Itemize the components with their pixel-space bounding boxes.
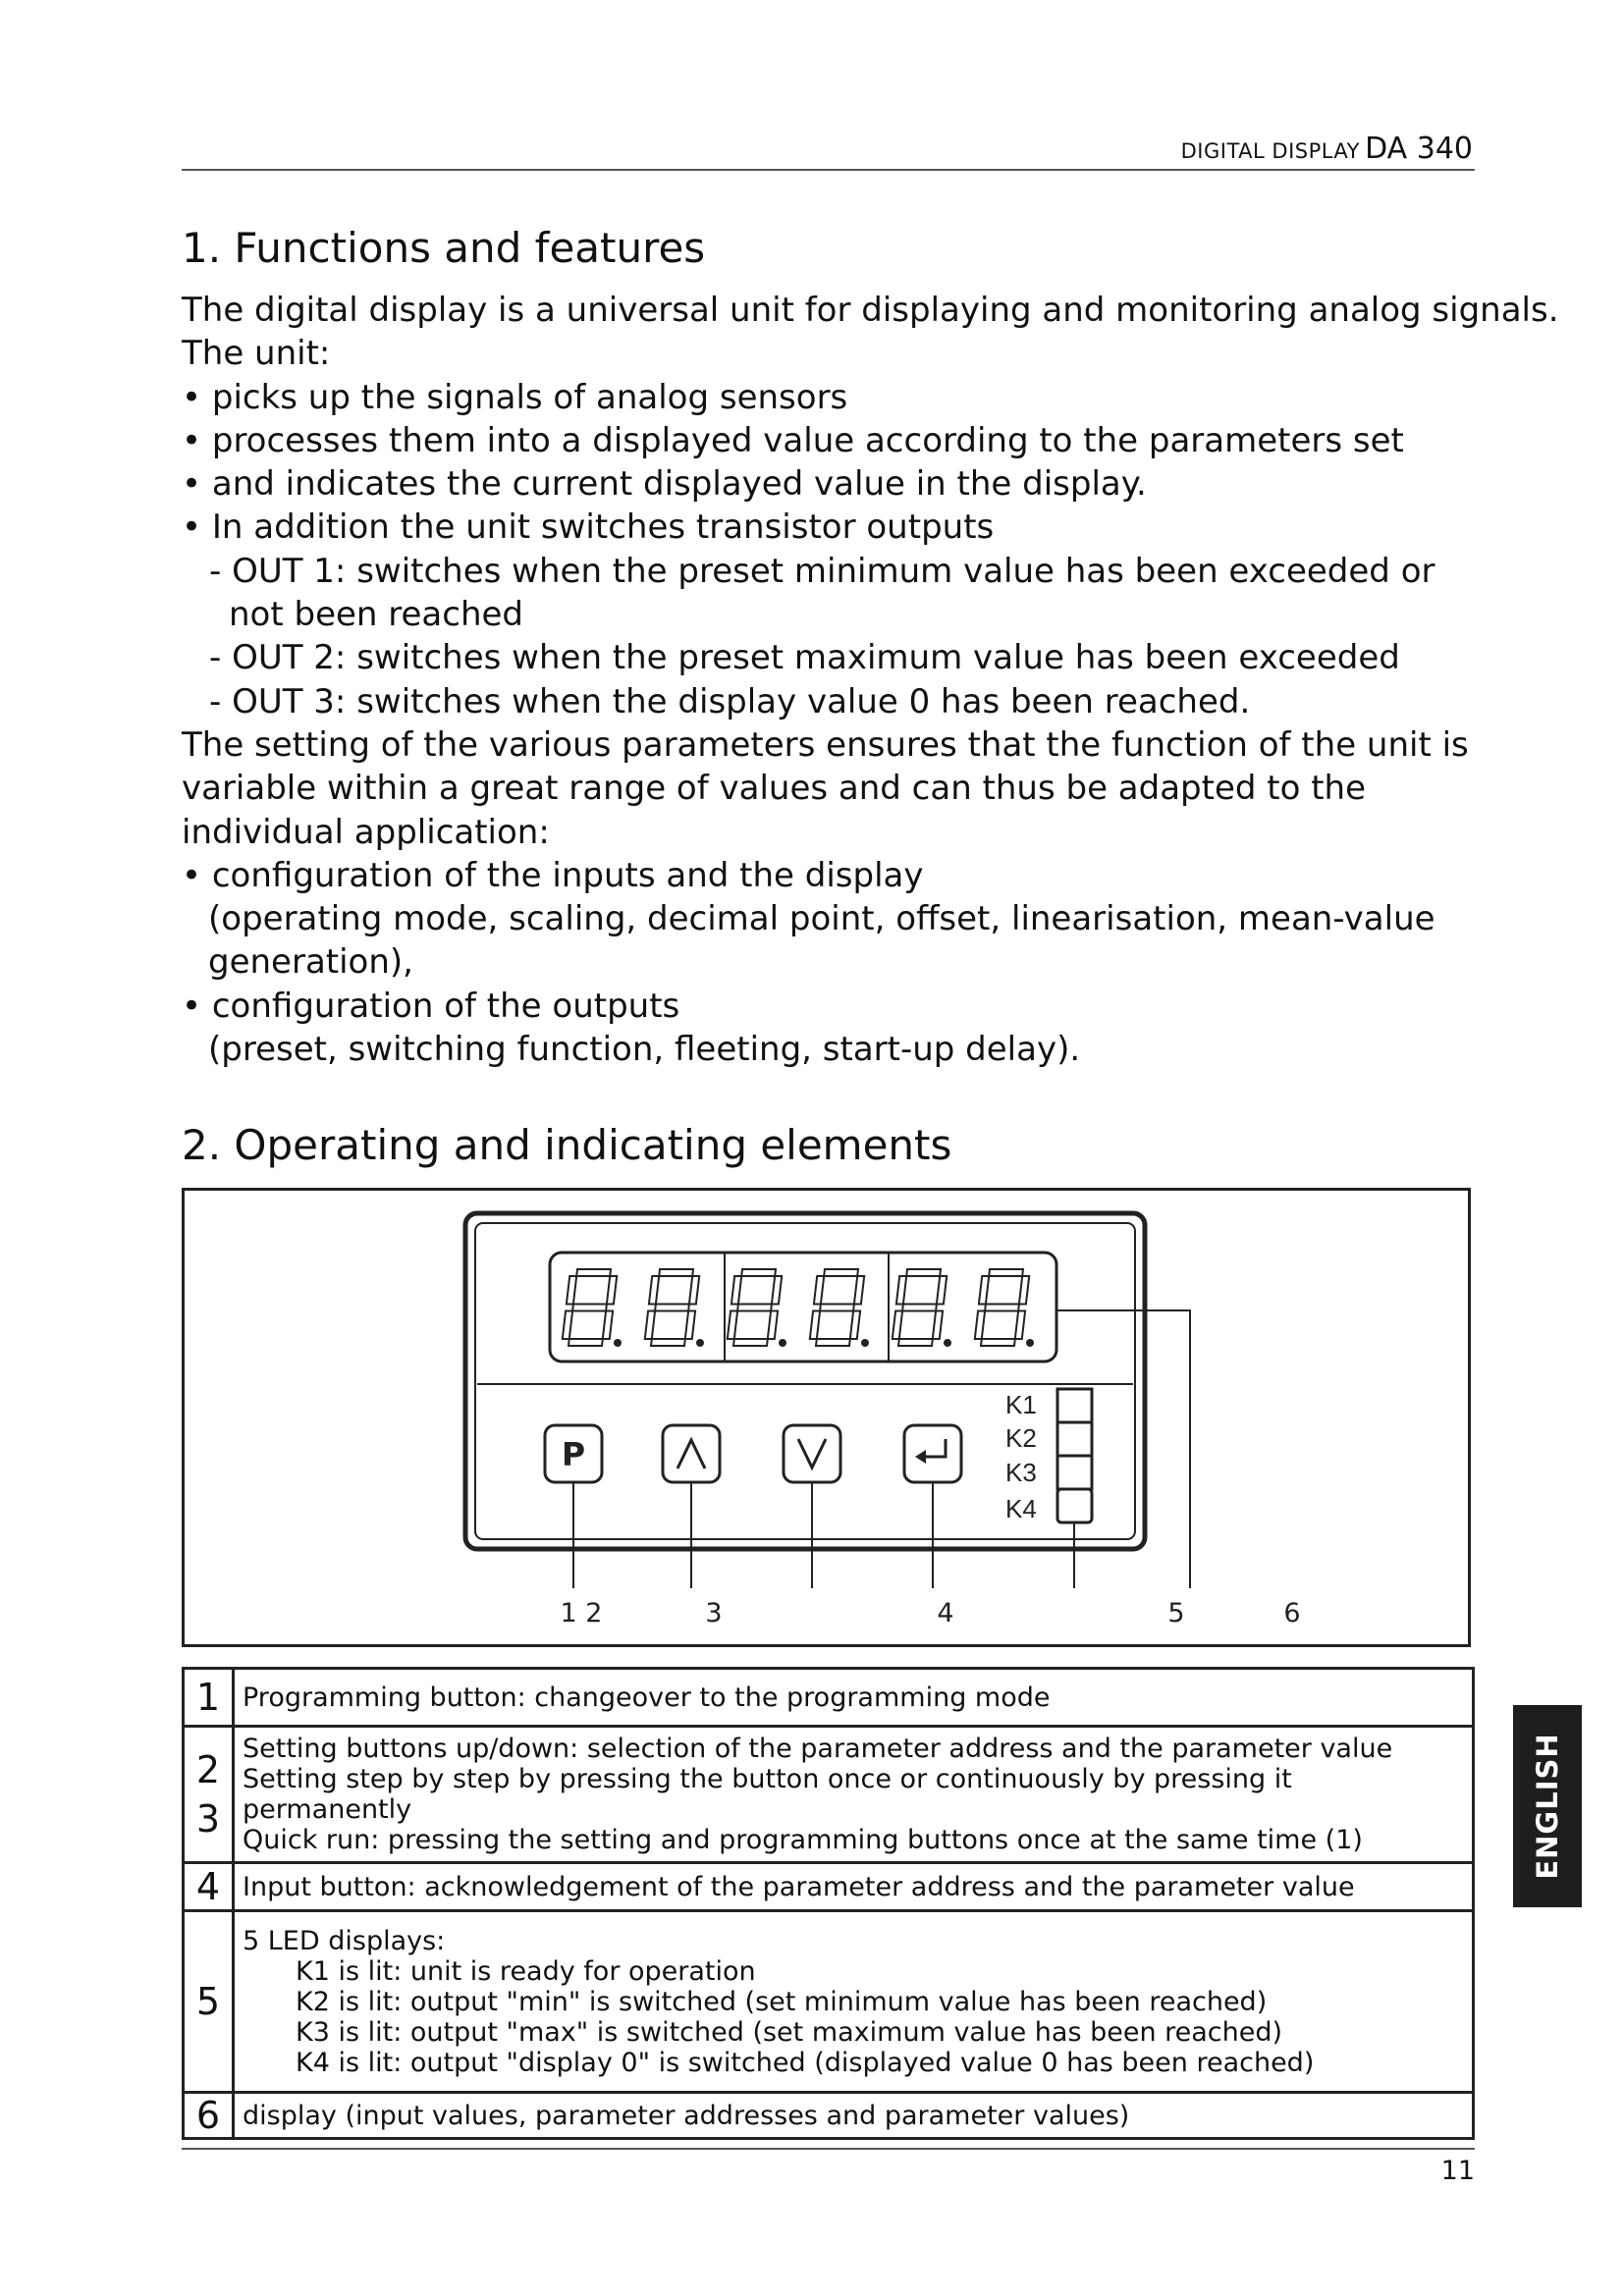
- digit-segment: [975, 1311, 985, 1340]
- up-button: [663, 1425, 720, 1482]
- legend-line: K3 is lit: output "max" is switched (set maximum value has been reached): [296, 2016, 1283, 2048]
- footer-rule: [182, 2148, 1475, 2150]
- programming-button-label: P: [561, 1435, 586, 1473]
- digit-segment: [576, 1269, 611, 1276]
- legend-number: 6: [184, 2093, 234, 2139]
- callout-number: 6: [1283, 1598, 1301, 1629]
- led-label: K4: [1005, 1494, 1037, 1523]
- legend-line: Programming button: changeover to the programming mode: [243, 1682, 1051, 1713]
- digit-segment: [572, 1305, 607, 1311]
- callout-number: 1 2: [560, 1598, 603, 1629]
- digit-segment: [649, 1276, 659, 1305]
- callout-number: 4: [937, 1598, 954, 1629]
- digit-segment: [659, 1269, 693, 1276]
- paragraph-2: The setting of the various parameters ensures that the function of the unit is variable within a great range of values and can thus be adapted to the individual application:: [182, 724, 1469, 852]
- decimal-point: [779, 1339, 786, 1347]
- digit-segment: [607, 1276, 617, 1305]
- digit-segment: [741, 1269, 776, 1276]
- header-model: DA 340: [1365, 132, 1473, 166]
- legend-line: K2 is lit: output "min" is switched (set minimum value has been reached): [296, 1986, 1268, 2017]
- seven-segment-digit: [645, 1269, 704, 1347]
- digit-segment: [567, 1276, 576, 1305]
- legend-row: [184, 2093, 1474, 2139]
- digit-segment: [1015, 1311, 1025, 1340]
- device-housing: [465, 1213, 1145, 1549]
- digit-segment: [850, 1311, 860, 1340]
- led-label: K2: [1005, 1423, 1037, 1453]
- header-title: [1181, 132, 1473, 166]
- bullet-item: • picks up the signals of analog sensors: [182, 377, 848, 417]
- led-k2: [1057, 1422, 1092, 1456]
- legend-row: [184, 1911, 1474, 2093]
- digit-segment: [568, 1339, 603, 1346]
- device-front-panel-diagram: [182, 1188, 1471, 1647]
- up-arrow-icon: [677, 1440, 705, 1468]
- digit-segment: [651, 1339, 685, 1346]
- led-label: K3: [1005, 1458, 1037, 1487]
- digit-segment: [854, 1276, 864, 1305]
- legend-line: K1 is lit: unit is ready for operation: [296, 1955, 756, 1987]
- led-k3: [1057, 1456, 1092, 1489]
- section-1-title: 1. Functions and features: [182, 224, 706, 272]
- legend-row: [184, 1727, 1474, 1863]
- seven-segment-digit: [975, 1269, 1034, 1347]
- digit-segment: [937, 1276, 947, 1305]
- legend-number: 4: [184, 1863, 234, 1911]
- digit-segment: [933, 1311, 943, 1340]
- decimal-point: [1026, 1339, 1034, 1347]
- legend-line: Input button: acknowledgement of the parameter address and the parameter value: [243, 1871, 1355, 1902]
- digit-segment: [645, 1311, 655, 1340]
- digit-segment: [655, 1305, 689, 1311]
- digit-segment: [981, 1339, 1015, 1346]
- header-label: DIGITAL DISPLAY: [1180, 139, 1360, 163]
- digit-segment: [985, 1305, 1019, 1311]
- seven-segment-digit: [893, 1269, 951, 1347]
- digit-segment: [902, 1305, 937, 1311]
- digit-segment: [979, 1276, 989, 1305]
- output-item: - OUT 2: switches when the preset maximum value has been exceeded: [209, 638, 1400, 678]
- digit-segment: [906, 1269, 941, 1276]
- config-detail: (preset, switching function, fleeting, start-up delay).: [208, 1030, 1081, 1070]
- seven-segment-digit: [563, 1269, 622, 1347]
- digit-segment: [810, 1311, 820, 1340]
- seven-segment-digits: [563, 1269, 1034, 1347]
- legend-number: 1: [184, 1669, 234, 1727]
- bullet-item: • In addition the unit switches transistor outputs: [182, 507, 995, 548]
- legend-text: [234, 1863, 1474, 1911]
- legend-line: K4 is lit: output "display 0" is switched (displayed value 0 has been reached): [296, 2047, 1315, 2078]
- digit-segment: [824, 1269, 858, 1276]
- bullet-item: • and indicates the current displayed value in the display.: [182, 464, 1147, 505]
- down-button: [784, 1425, 840, 1482]
- digit-segment: [689, 1276, 699, 1305]
- legend-line: Setting step by step by pressing the button once or continuously by pressing it permanently: [243, 1764, 1292, 1825]
- legend-text: [234, 1911, 1474, 2093]
- intro-text-2: The unit:: [182, 334, 331, 374]
- seven-segment-digit: [728, 1269, 786, 1347]
- digit-segment: [728, 1311, 737, 1340]
- legend-text: [234, 1727, 1474, 1863]
- bullet-item: • processes them into a displayed value according to the parameters set: [182, 420, 1404, 460]
- callout-number: 5: [1167, 1598, 1185, 1629]
- digit-segment: [898, 1339, 933, 1346]
- legend-table: [182, 1667, 1475, 2140]
- legend-number: 5: [184, 1911, 234, 2093]
- legend-line: display (input values, parameter addresses and parameter values): [243, 2100, 1130, 2131]
- config-bullet: • configuration of the inputs and the display: [182, 855, 924, 895]
- language-tab-label: ENGLISH: [1531, 1733, 1564, 1880]
- legend-text: [234, 2093, 1474, 2139]
- digit-segment: [737, 1305, 772, 1311]
- device-drawing: [185, 1191, 1468, 1644]
- config-detail: (operating mode, scaling, decimal point, offset, linearisation, mean-value generation),: [208, 899, 1435, 983]
- section-1-body: [182, 289, 1559, 1071]
- legend-number: 2 3: [184, 1727, 234, 1863]
- down-arrow-icon: [798, 1439, 826, 1468]
- page-header: [182, 130, 1475, 171]
- digit-segment: [603, 1311, 613, 1340]
- output-item: - OUT 3: switches when the display value 0 has been reached.: [209, 681, 1251, 721]
- led-k4: [1057, 1489, 1092, 1522]
- led-k1: [1057, 1389, 1092, 1422]
- decimal-point: [944, 1339, 951, 1347]
- digit-segment: [893, 1311, 902, 1340]
- digit-segment: [772, 1276, 782, 1305]
- digit-segment: [563, 1311, 572, 1340]
- legend-row: [184, 1863, 1474, 1911]
- digit-segment: [814, 1276, 824, 1305]
- legend-text: [234, 1669, 1474, 1727]
- decimal-point: [696, 1339, 704, 1347]
- seven-segment-digit: [810, 1269, 869, 1347]
- output-item: - OUT 1: switches when the preset minimum value has been exceeded or not been reached: [209, 551, 1435, 635]
- digit-segment: [820, 1305, 854, 1311]
- language-tab: [1513, 1705, 1582, 1907]
- legend-line: Quick run: pressing the setting and programming buttons once at the same time (1): [243, 1825, 1363, 1855]
- legend-line: 5 LED displays:: [243, 1925, 446, 1956]
- config-bullet: • configuration of the outputs: [182, 986, 680, 1026]
- decimal-point: [861, 1339, 869, 1347]
- enter-arrow-icon: [915, 1439, 946, 1464]
- legend-line: Setting buttons up/down: selection of the parameter address and the parameter value: [243, 1734, 1393, 1764]
- enter-button: [904, 1425, 961, 1482]
- digit-segment: [768, 1311, 778, 1340]
- legend-row: [184, 1669, 1474, 1727]
- intro-text: The digital display is a universal unit for displaying and monitoring analog signals.: [182, 291, 1559, 330]
- digit-segment: [816, 1339, 850, 1346]
- page-number: 11: [1440, 2156, 1475, 2186]
- digit-segment: [733, 1339, 768, 1346]
- digit-segment: [989, 1269, 1023, 1276]
- section-2-title: 2. Operating and indicating elements: [182, 1121, 952, 1169]
- digit-segment: [685, 1311, 695, 1340]
- digit-segment: [896, 1276, 906, 1305]
- callout-number: 3: [705, 1598, 723, 1629]
- digit-segment: [1019, 1276, 1029, 1305]
- digit-segment: [731, 1276, 741, 1305]
- decimal-point: [614, 1339, 622, 1347]
- led-label: K1: [1005, 1390, 1037, 1419]
